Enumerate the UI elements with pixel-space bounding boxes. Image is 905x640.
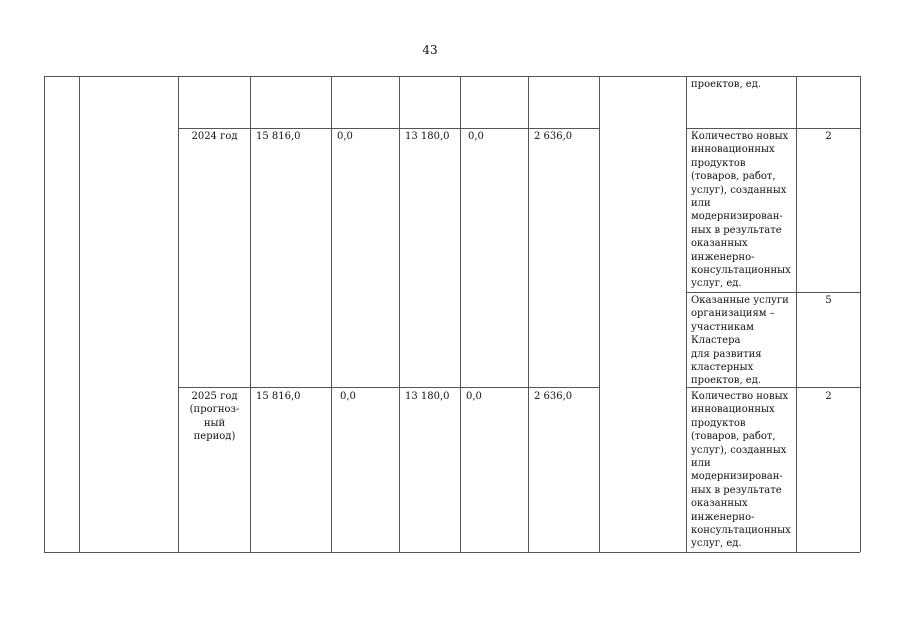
col-line-10 [796, 76, 797, 552]
indicator-name-2025-1: Количество новых инновационных продуктов (товаров, работ, услуг), созданных или модернизирован- ных в результате оказанных инженерно- консультационных услуг, ед. [691, 391, 791, 550]
col-line-3 [250, 76, 251, 552]
total-2024: 15 816,0 [256, 131, 301, 142]
col2-2025: 13 180,0 [405, 391, 450, 402]
page-number: 43 [422, 43, 438, 57]
col-line-1 [79, 76, 80, 552]
col2-2024: 13 180,0 [405, 131, 450, 142]
col-line-2 [178, 76, 179, 552]
total-2025: 15 816,0 [256, 391, 301, 402]
row-divider-2024 [178, 128, 599, 129]
col1-2024: 0,0 [337, 131, 353, 142]
indicator-name-2024-2: Оказанные услуги организациям – участникам Кластера для развития кластерных проектов, ед. [691, 295, 789, 387]
year-label-2025: 2025 год (прогноз- ный период) [189, 391, 240, 443]
col-line-7 [528, 76, 529, 552]
col4-2025: 2 636,0 [534, 391, 573, 402]
col1-2025: 0,0 [340, 391, 356, 402]
col4-2024: 2 636,0 [534, 131, 573, 142]
col-line-4 [331, 76, 332, 552]
indicator-divider-2024 [686, 292, 860, 293]
table-top-border [44, 76, 860, 77]
row-divider-2025 [178, 387, 599, 388]
indicator-value-2024-1: 2 [825, 131, 832, 142]
year-label-2024: 2024 год [191, 131, 238, 142]
indicator-name-continued: проектов, ед. [691, 79, 762, 90]
indicator-value-2024-2: 5 [825, 295, 832, 306]
col3-2024: 0,0 [468, 131, 484, 142]
col-line-8 [599, 76, 600, 552]
col-line-6 [460, 76, 461, 552]
row-divider-2024-indicator [686, 128, 860, 129]
col-line-0 [44, 76, 45, 552]
col-line-5 [399, 76, 400, 552]
table-bottom-border [44, 552, 860, 553]
col-line-11 [860, 76, 861, 552]
indicator-name-2024-1: Количество новых инновационных продуктов (товаров, работ, услуг), созданных или модернизирован- ных в результате оказанных инженерно- консультационных услуг, ед. [691, 131, 791, 290]
indicator-value-2025-1: 2 [825, 391, 832, 402]
col-line-9 [686, 76, 687, 552]
col3-2025: 0,0 [466, 391, 482, 402]
